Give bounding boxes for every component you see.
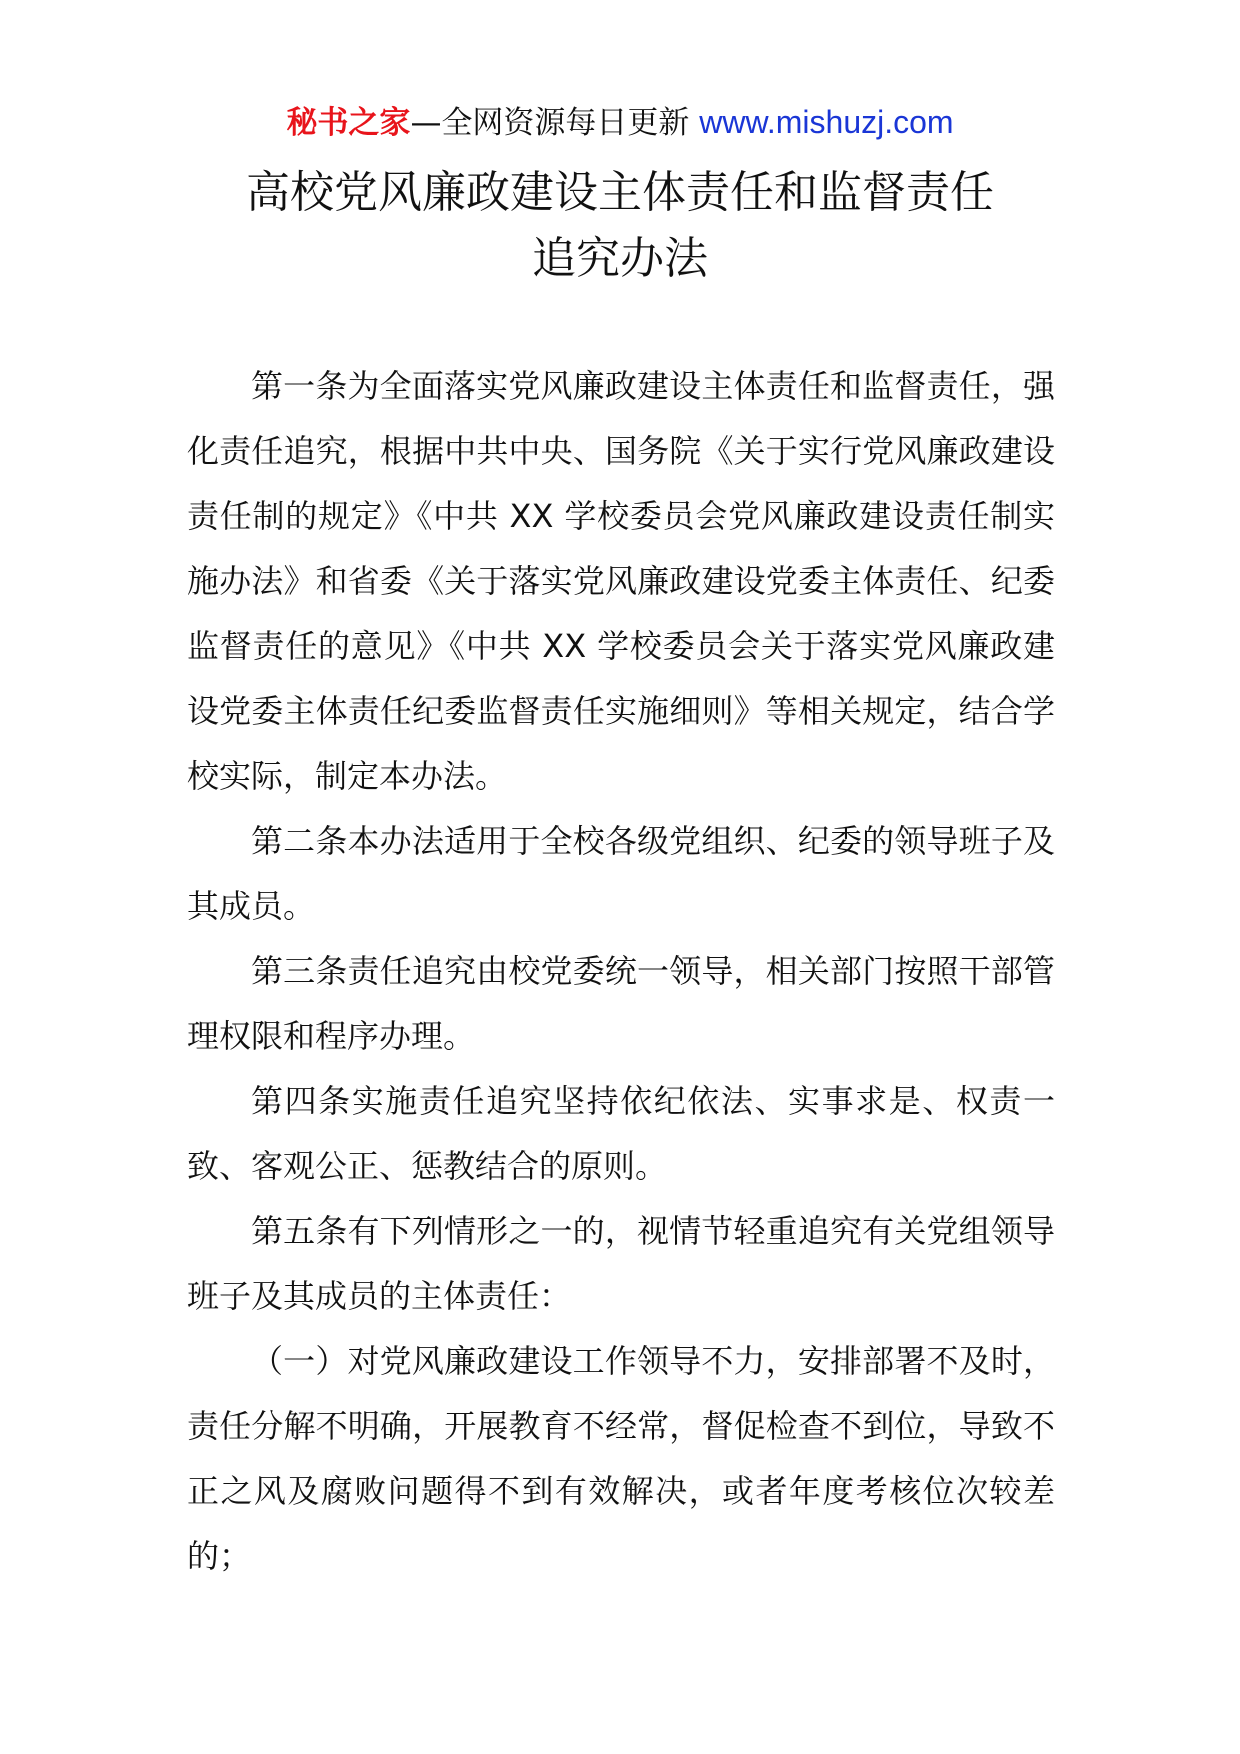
header-tagline: —全网资源每日更新 bbox=[410, 105, 700, 141]
page-header bbox=[0, 100, 1240, 145]
title-line-2: 追究办法 bbox=[532, 233, 708, 284]
document-title bbox=[0, 160, 1240, 292]
article-3-paragraph: 第三条责任追究由校党委统一领导，相关部门按照干部管理权限和程序办理。 bbox=[187, 952, 1055, 1055]
brand-name: 秘书之家 bbox=[286, 105, 411, 141]
article-1-paragraph: 第一条为全面落实党风廉政建设主体责任和监督责任，强化责任追究，根据中共中央、国务院《关于实行党风廉政建设责任制的规定》《中共 XX 学校委员会党风廉政建设责任制实施办法》和省委《关于落实党风廉政建设党委主体责任、纪委监督责任的意见》《中共 XX 学校委员会关于落实党风廉政建设党委主体责任纪委监督责任实施细则》等相关规定，结合学校实际，制定本办法。 bbox=[187, 367, 1055, 795]
document-body bbox=[187, 354, 1055, 1589]
article-5-item-1-paragraph: （一）对党风廉政建设工作领导不力，安排部署不及时，责任分解不明确，开展教育不经常，督促检查不到位，导致不正之风及腐败问题得不到有效解决，或者年度考核位次较差的； bbox=[187, 1342, 1055, 1575]
website-link[interactable]: www.mishuzj.com bbox=[699, 104, 954, 140]
article-2-paragraph: 第二条本办法适用于全校各级党组织、纪委的领导班子及其成员。 bbox=[187, 822, 1055, 925]
article-5-paragraph: 第五条有下列情形之一的，视情节轻重追究有关党组领导班子及其成员的主体责任： bbox=[187, 1212, 1055, 1315]
title-line-1: 高校党风廉政建设主体责任和监督责任 bbox=[246, 167, 994, 218]
article-4-paragraph: 第四条实施责任追究坚持依纪依法、实事求是、权责一致、客观公正、惩教结合的原则。 bbox=[187, 1082, 1055, 1185]
